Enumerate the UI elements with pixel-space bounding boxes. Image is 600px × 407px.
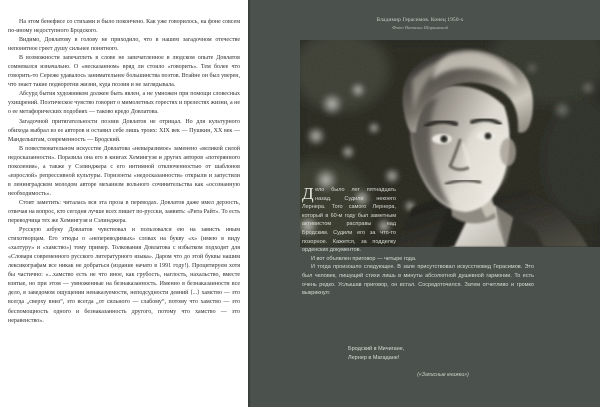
verse-quotation: [348, 345, 538, 362]
left-page-body: [8, 18, 240, 326]
photo-caption-credit: Фото Натальи Шарымовой: [392, 25, 448, 30]
drop-cap: Д: [302, 184, 314, 203]
left-page: [0, 0, 248, 407]
source-attribution: («Записные книжки»): [417, 372, 469, 378]
paragraph: Русскую азбуку Довлатов чувствовал и пользовался ею на зависть иным стихотворцам. Его этюды о «непереводимых» словах на букву «х» (имею в виду «халтуру» и «хамство») тому пример. Толкования Довлатова с избытком подходят для «Словаря современного русского литературного языка». Даром что до этой буквы нашим лексикографам все никак не добраться (издание начато в 1991 году!). Процитируем хотя бы частично: «...хамство есть не что иное, как грубость, наглость, нахальство, вместе взятые, но при этом — умноженные на безнаказанность. Именно в безнаказанности все дело, в заведомом ощущении ненаказуемости, неподсудности деяний ⟨...⟩ хамство — это всегда „сверху вниз“, это всегда „от сильного — слабому“, потому что хамство — это беспомощность одного и безнаказанность другого, потому что хамство — это неравенство».: [8, 227, 240, 324]
paragraph: Стоит заметить: читалась вся эта проза в переводах. Довлатов даже имел дерзость, отвечая на вопрос, кто сегодня лучше всех пишет по-русски, заявить: «Рита Райт». То есть переводчица тех же Хемингуэя и Сэлинджера.: [8, 199, 240, 225]
paragraph: На этом бенефисе со стихами и было покончено. Как уже говорилось, на фоне совсем по-иному недоступного Бродского.: [8, 19, 240, 35]
paragraph: И тогда произошло следующее. В зале присутствовал искусствовед Герасимов. Это был человек, пишущий стихи лишь в минуты абсолютной душевной гармонии. То есть очень редко. Услышав приговор, он встал. Сосредоточился. Затем отчетливо и громко выкрикнул:: [302, 264, 534, 297]
paragraph-text: ело было лет пятнадцать назад. Судили некоего Лернера. Того самого Лернера, который в 60-м году был заметным активистом расправы над Бродским. Судили его за что-то позорное. Кажется, за подделку орденских документов.: [302, 187, 396, 254]
paragraph: Видимо, Довлатову в голову не приходило, что в нашем загадочном отечестве непонятное греет душу сильнее понятного.: [8, 37, 240, 53]
paragraph: В возможности запечатлеть в слове не запечатленное в людском опыте Довлатов сомневался изначально. О «несказанном» вряд ли стоило «говорить». Тем более что говорить-то Сереже удавалось занимательнее большинства поэтов. Втайне он был уверен, что знает такие подворотни жизни, куда поэзия и не заглядывала.: [8, 55, 240, 89]
verse-line: Лернер в Магадане!: [348, 354, 400, 361]
paragraph: В повествовательном искусстве Довлатова «невыразимое» заменено «великой силой недосказанности». Поразила она его в книгах Хемингуэя и других авторов «потерянного поколения», а также у Сэлинджера с его интимной отключенностью от шаблонов «взрослой» репрессивной культуры. Горизонты «недосказанности» открыли и запустили в ленинградском молодом авторе механизм вольного сочинительства как «осознанную необходимость».: [8, 145, 240, 197]
right-page-body: [302, 186, 534, 298]
photo-textwrap-spacer: [396, 186, 534, 247]
verse-line: Бродский в Мичигане,: [348, 346, 405, 352]
photo-caption-title: Владимир Герасимов. Конец 1950-х: [376, 17, 464, 23]
book-gutter: [248, 0, 251, 407]
paragraph: И вот объявлен приговор — четыре года.: [311, 255, 417, 262]
paragraph: Абсурд бытия художником должен быть явлен, а не умножен при помощи словесных ухищрений. Поэтическое чувство говорит о мимолетных горестях и прелестях жизни, а не о ее метафорических подобиях — таково кредо Довлатова.: [8, 91, 240, 116]
paragraph: Загадочной притягательности поэзии Довлатов не отрицал. Но для культурного обихода выбрал из ее авторов и оставил себе лишь троих: XIX век — Пушкин, XX век — Мандельштам, современность — Бродский.: [8, 118, 240, 143]
photo-caption: [248, 17, 592, 31]
